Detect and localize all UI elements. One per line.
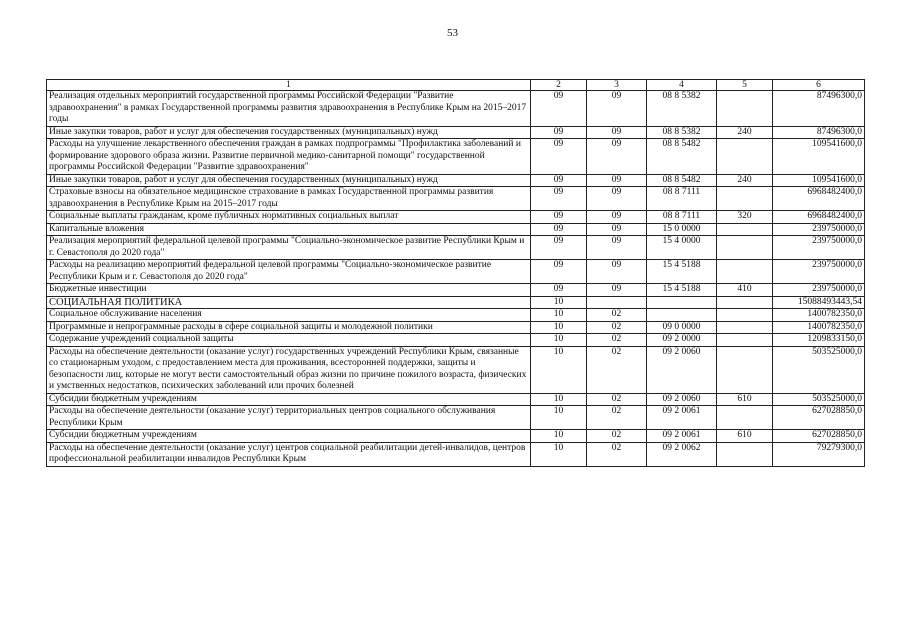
expense-name-cell: Содержание учреждений социальной защиты <box>47 334 531 347</box>
column-header: 3 <box>587 80 647 91</box>
subsection-code-cell: 09 <box>587 139 647 175</box>
amount-cell: 503525000,0 <box>773 346 865 393</box>
table-row <box>47 393 865 406</box>
target-article-cell: 08 8 5382 <box>647 126 717 139</box>
target-article-cell: 15 4 5188 <box>647 260 717 284</box>
target-article-cell: 09 2 0061 <box>647 430 717 443</box>
table-row <box>47 187 865 211</box>
table-row <box>47 334 865 347</box>
target-article-cell: 08 8 7111 <box>647 187 717 211</box>
subsection-code-cell: 09 <box>587 174 647 187</box>
amount-cell: 87496300,0 <box>773 91 865 127</box>
expense-type-cell <box>717 296 773 309</box>
expense-name-cell: Социальные выплаты гражданам, кроме публичных нормативных социальных выплат <box>47 211 531 224</box>
subsection-code-cell: 02 <box>587 309 647 322</box>
amount-cell: 239750000,0 <box>773 260 865 284</box>
table-row <box>47 91 865 127</box>
section-code-cell: 09 <box>531 91 587 127</box>
target-article-cell: 09 2 0060 <box>647 393 717 406</box>
subsection-code-cell: 09 <box>587 284 647 297</box>
expense-type-cell: 410 <box>717 284 773 297</box>
table-row <box>47 126 865 139</box>
column-header: 4 <box>647 80 717 91</box>
expense-name-cell: Программные и непрограммные расходы в сфере социальной защиты и молодежной политики <box>47 321 531 334</box>
target-article-cell: 15 4 0000 <box>647 236 717 260</box>
section-code-cell: 09 <box>531 260 587 284</box>
expense-type-cell <box>717 223 773 236</box>
budget-table <box>46 79 865 467</box>
table-body <box>47 91 865 467</box>
expense-name-cell: Иные закупки товаров, работ и услуг для обеспечения государственных (муниципальных) нужд <box>47 126 531 139</box>
section-code-cell: 09 <box>531 236 587 260</box>
amount-cell: 79279300,0 <box>773 442 865 466</box>
amount-cell: 239750000,0 <box>773 223 865 236</box>
target-article-cell: 09 2 0060 <box>647 346 717 393</box>
amount-cell: 627028850,0 <box>773 430 865 443</box>
target-article-cell: 15 4 5188 <box>647 284 717 297</box>
column-header: 2 <box>531 80 587 91</box>
subsection-code-cell: 02 <box>587 321 647 334</box>
expense-type-cell: 610 <box>717 393 773 406</box>
section-code-cell: 09 <box>531 284 587 297</box>
expense-name-cell: Расходы на обеспечение деятельности (оказание услуг) государственных учреждений Республики Крым, связанные со стационарным уходом, с предоставлением места для проживания, всесторонней поддержки, защиты и безопасности лиц, которые не могут вести самостоятельный образ жизни по причине пожилого возраста, физических и умственных недостатков, психических заболеваний или прочих болезней <box>47 346 531 393</box>
expense-name-cell: Социальное обслуживание населения <box>47 309 531 322</box>
subsection-code-cell: 09 <box>587 260 647 284</box>
target-article-cell: 08 8 7111 <box>647 211 717 224</box>
page-number: 53 <box>447 27 458 39</box>
amount-cell: 15088493443,54 <box>773 296 865 309</box>
subsection-code-cell: 02 <box>587 442 647 466</box>
table-row <box>47 309 865 322</box>
amount-cell: 1400782350,0 <box>773 309 865 322</box>
target-article-cell <box>647 309 717 322</box>
section-code-cell: 09 <box>531 223 587 236</box>
amount-cell: 6968482400,0 <box>773 211 865 224</box>
expense-name-cell: Расходы на обеспечение деятельности (оказание услуг) центров социальной реабилитации детей-инвалидов, центров профессиональной реабилитации инвалидов Республики Крым <box>47 442 531 466</box>
table-row <box>47 284 865 297</box>
expense-type-cell <box>717 236 773 260</box>
table-row <box>47 211 865 224</box>
target-article-cell: 15 0 0000 <box>647 223 717 236</box>
amount-cell: 627028850,0 <box>773 406 865 430</box>
amount-cell: 1400782350,0 <box>773 321 865 334</box>
target-article-cell: 09 0 0000 <box>647 321 717 334</box>
table-row <box>47 223 865 236</box>
table-row <box>47 321 865 334</box>
expense-name-cell: Субсидии бюджетным учреждениям <box>47 393 531 406</box>
expense-name-cell: Капитальные вложения <box>47 223 531 236</box>
amount-cell: 503525000,0 <box>773 393 865 406</box>
column-header: 6 <box>773 80 865 91</box>
expense-type-cell <box>717 139 773 175</box>
section-code-cell: 10 <box>531 309 587 322</box>
subsection-code-cell: 09 <box>587 91 647 127</box>
subsection-code-cell <box>587 296 647 309</box>
table-row <box>47 139 865 175</box>
amount-cell: 109541600,0 <box>773 174 865 187</box>
subsection-code-cell: 09 <box>587 187 647 211</box>
section-code-cell: 10 <box>531 346 587 393</box>
column-header: 1 <box>47 80 531 91</box>
expense-type-cell <box>717 260 773 284</box>
expense-name-cell: Расходы на обеспечение деятельности (оказание услуг) территориальных центров социального обслуживания Республики Крым <box>47 406 531 430</box>
expense-type-cell <box>717 442 773 466</box>
subsection-code-cell: 09 <box>587 211 647 224</box>
subsection-code-cell: 02 <box>587 346 647 393</box>
expense-type-cell <box>717 91 773 127</box>
table-row <box>47 442 865 466</box>
table-row <box>47 260 865 284</box>
expense-type-cell <box>717 309 773 322</box>
section-code-cell: 09 <box>531 126 587 139</box>
expense-name-cell: Расходы на улучшение лекарственного обеспечения граждан в рамках подпрограммы "Профилактика заболеваний и формирование здорового образа жизни. Развитие первичной медико-санитарной помощи" государственной программы Российской Федерации "Развитие здравоохранения" <box>47 139 531 175</box>
expense-name-cell: Страховые взносы на обязательное медицинское страхование в рамках Государственной программы развития здравоохранения в Республике Крым на 2015–2017 годы <box>47 187 531 211</box>
section-code-cell: 10 <box>531 321 587 334</box>
target-article-cell <box>647 296 717 309</box>
section-code-cell: 10 <box>531 430 587 443</box>
expense-name-cell: Расходы на реализацию мероприятий федеральной целевой программы "Социально-экономическое развитие Республики Крым и г. Севастополя до 2020 года" <box>47 260 531 284</box>
expense-type-cell <box>717 334 773 347</box>
expense-type-cell: 240 <box>717 174 773 187</box>
expense-type-cell <box>717 321 773 334</box>
target-article-cell: 08 8 5482 <box>647 139 717 175</box>
section-code-cell: 09 <box>531 139 587 175</box>
expense-name-cell: Бюджетные инвестиции <box>47 284 531 297</box>
expense-type-cell <box>717 346 773 393</box>
column-header: 5 <box>717 80 773 91</box>
amount-cell: 6968482400,0 <box>773 187 865 211</box>
section-code-cell: 10 <box>531 296 587 309</box>
subsection-code-cell: 09 <box>587 236 647 260</box>
section-code-cell: 09 <box>531 211 587 224</box>
amount-cell: 109541600,0 <box>773 139 865 175</box>
target-article-cell: 08 8 5382 <box>647 91 717 127</box>
subsection-code-cell: 02 <box>587 430 647 443</box>
expense-type-cell <box>717 187 773 211</box>
section-code-cell: 10 <box>531 393 587 406</box>
target-article-cell: 09 2 0062 <box>647 442 717 466</box>
subsection-code-cell: 02 <box>587 393 647 406</box>
table-row <box>47 430 865 443</box>
table-row <box>47 296 865 309</box>
column-number-row <box>47 80 865 91</box>
section-code-cell: 09 <box>531 174 587 187</box>
expense-name-cell: Реализация отдельных мероприятий государственной программы Российской Федерации "Развитие здравоохранения" в рамках Государственной программы развития здравоохранения в Республике Крым на 2015–2017 годы <box>47 91 531 127</box>
expense-name-cell: Иные закупки товаров, работ и услуг для обеспечения государственных (муниципальных) нужд <box>47 174 531 187</box>
target-article-cell: 08 8 5482 <box>647 174 717 187</box>
amount-cell: 1209833150,0 <box>773 334 865 347</box>
subsection-code-cell: 09 <box>587 126 647 139</box>
table-row <box>47 406 865 430</box>
amount-cell: 239750000,0 <box>773 284 865 297</box>
expense-name-cell: Реализация мероприятий федеральной целевой программы "Социально-экономическое развитие Республики Крым и г. Севастополя до 2020 года" <box>47 236 531 260</box>
amount-cell: 239750000,0 <box>773 236 865 260</box>
subsection-code-cell: 02 <box>587 406 647 430</box>
section-code-cell: 10 <box>531 406 587 430</box>
expense-type-cell: 320 <box>717 211 773 224</box>
subsection-code-cell: 02 <box>587 334 647 347</box>
table-row <box>47 346 865 393</box>
section-code-cell: 09 <box>531 187 587 211</box>
target-article-cell: 09 2 0000 <box>647 334 717 347</box>
target-article-cell: 09 2 0061 <box>647 406 717 430</box>
expense-type-cell <box>717 406 773 430</box>
expense-type-cell: 610 <box>717 430 773 443</box>
section-code-cell: 10 <box>531 334 587 347</box>
expense-name-cell: СОЦИАЛЬНАЯ ПОЛИТИКА <box>47 296 531 309</box>
amount-cell: 87496300,0 <box>773 126 865 139</box>
table-row <box>47 236 865 260</box>
table-row <box>47 174 865 187</box>
section-code-cell: 10 <box>531 442 587 466</box>
expense-name-cell: Субсидии бюджетным учреждениям <box>47 430 531 443</box>
subsection-code-cell: 09 <box>587 223 647 236</box>
expense-type-cell: 240 <box>717 126 773 139</box>
